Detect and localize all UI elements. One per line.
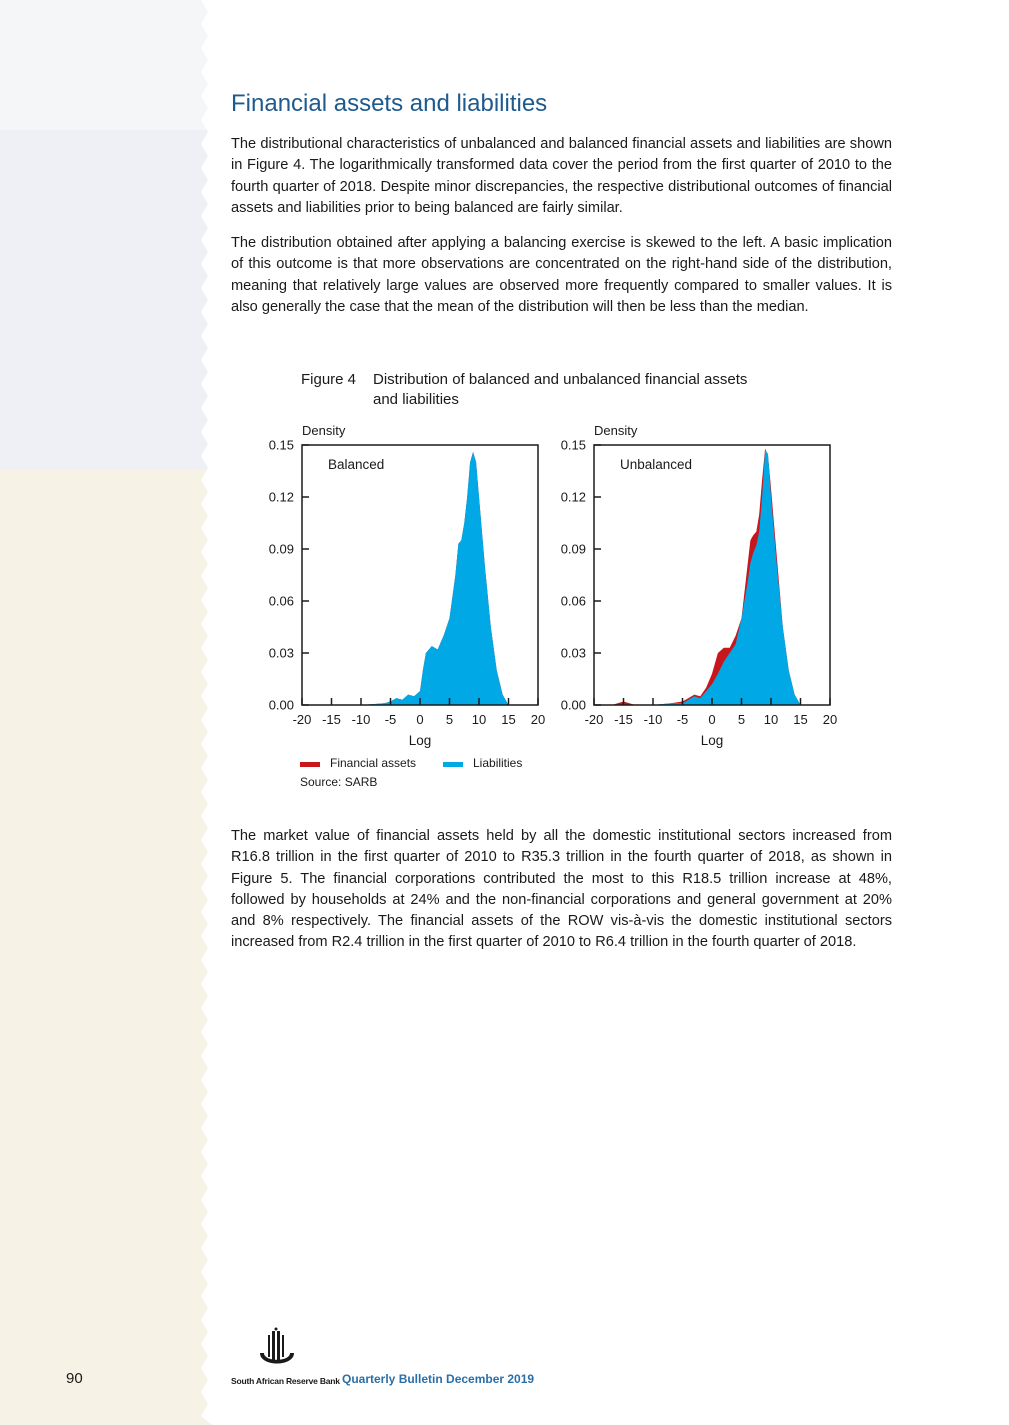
figure-number: Figure 4 (301, 371, 357, 388)
y-axis-label-1: Density (594, 423, 638, 438)
chart-frame-0 (302, 445, 538, 705)
y-tick-label-1-5: 0.15 (560, 437, 586, 453)
x-tick-label-1-2: -10 (643, 712, 663, 727)
x-tick-label-1-4: 0 (708, 712, 716, 727)
x-tick-label-1-5: 5 (737, 712, 746, 727)
x-tick-label-1-3: -5 (676, 712, 689, 727)
legend-label-financial-assets: Financial assets (330, 756, 417, 770)
chart-title-0: Balanced (328, 457, 385, 472)
x-tick-label-0-1: -15 (322, 712, 341, 727)
x-tick-label-0-6: 10 (471, 712, 487, 727)
x-tick-label-1-7: 15 (793, 712, 808, 727)
chart-title-1: Unbalanced (620, 457, 693, 472)
x-tick-label-0-3: -5 (384, 712, 397, 727)
x-tick-label-0-2: -10 (351, 712, 371, 727)
sarb-logo-icon (256, 1327, 298, 1373)
paragraph-1: The distributional characteristics of unbalanced and balanced financial assets and liabilities are shown in Figure 4. The logarithmically transformed data cover the period from the first quarter of 2010 to the fourth quarter of 2018. Despite minor discrepancies, the respective distributional outcomes of financial assets and liabilities prior to being balanced are fairly similar. (231, 136, 892, 216)
y-tick-label-0-4: 0.12 (268, 489, 294, 505)
y-tick-label-0-0: 0.00 (268, 697, 294, 713)
y-tick-label-0-5: 0.15 (268, 437, 294, 453)
figure-source: Source: SARB (300, 775, 378, 789)
y-tick-label-0-2: 0.06 (268, 593, 294, 609)
y-tick-label-1-0: 0.00 (560, 697, 586, 713)
x-tick-label-0-4: 0 (416, 712, 424, 727)
y-tick-label-1-4: 0.12 (560, 489, 586, 505)
paragraph-2: The distribution obtained after applying a balancing exercise is skewed to the left. A basic implication of this outcome is that more observations are concentrated on the right-hand side of the distribution, meaning that relatively large values are observed more frequently compared to smaller values. It is also generally the case that the mean of the distribution will then be less than the median. (231, 235, 892, 315)
area-1-liabilities (612, 450, 801, 705)
y-axis-label-0: Density (302, 423, 346, 438)
chart-frame-1 (594, 445, 830, 705)
y-tick-label-0-3: 0.09 (268, 541, 294, 557)
y-tick-label-1-2: 0.06 (560, 593, 586, 609)
figure-title: Distribution of balanced and unbalanced financial assets and liabilities (373, 371, 748, 408)
section-heading: Financial assets and liabilities (231, 90, 548, 117)
publication-title: Quarterly Bulletin December 2019 (342, 1372, 535, 1386)
y-tick-label-1-1: 0.03 (560, 645, 586, 661)
x-axis-label-1: Log (700, 733, 724, 748)
y-tick-label-1-3: 0.09 (560, 541, 586, 557)
bank-name: South African Reserve Bank (231, 1376, 340, 1386)
x-tick-label-0-5: 5 (445, 712, 454, 727)
x-tick-label-0-8: 20 (530, 712, 546, 727)
legend-swatch-liabilities (443, 762, 463, 767)
x-tick-label-1-8: 20 (822, 712, 838, 727)
x-axis-label-0: Log (408, 733, 432, 748)
x-tick-label-1-0: -20 (584, 712, 604, 727)
x-tick-label-0-0: -20 (292, 712, 312, 727)
x-tick-label-1-6: 10 (763, 712, 779, 727)
legend-label-liabilities: Liabilities (473, 756, 523, 770)
x-tick-label-0-7: 15 (501, 712, 516, 727)
x-tick-label-1-1: -15 (614, 712, 633, 727)
page-number: 90 (66, 1370, 83, 1387)
legend-swatch-financial-assets (300, 762, 320, 767)
area-0-liabilities (361, 452, 509, 705)
y-tick-label-0-1: 0.03 (268, 645, 294, 661)
paragraph-3: The market value of financial assets held by all the domestic institutional sectors increased from R16.8 trillion in the first quarter of 2010 to R35.3 trillion in the fourth quarter of 2018, as shown in Figure 5. The financial corporations contributed the most to this R18.5 trillion increase at 48%, followed by households at 24% and the non-financial corporations and general government at 20% and 8% respectively. The financial assets of the ROW vis-à-vis the domestic institutional sectors increased from R2.4 trillion in the first quarter of 2010 to R6.4 trillion in the fourth quarter of 2018. (231, 828, 892, 951)
